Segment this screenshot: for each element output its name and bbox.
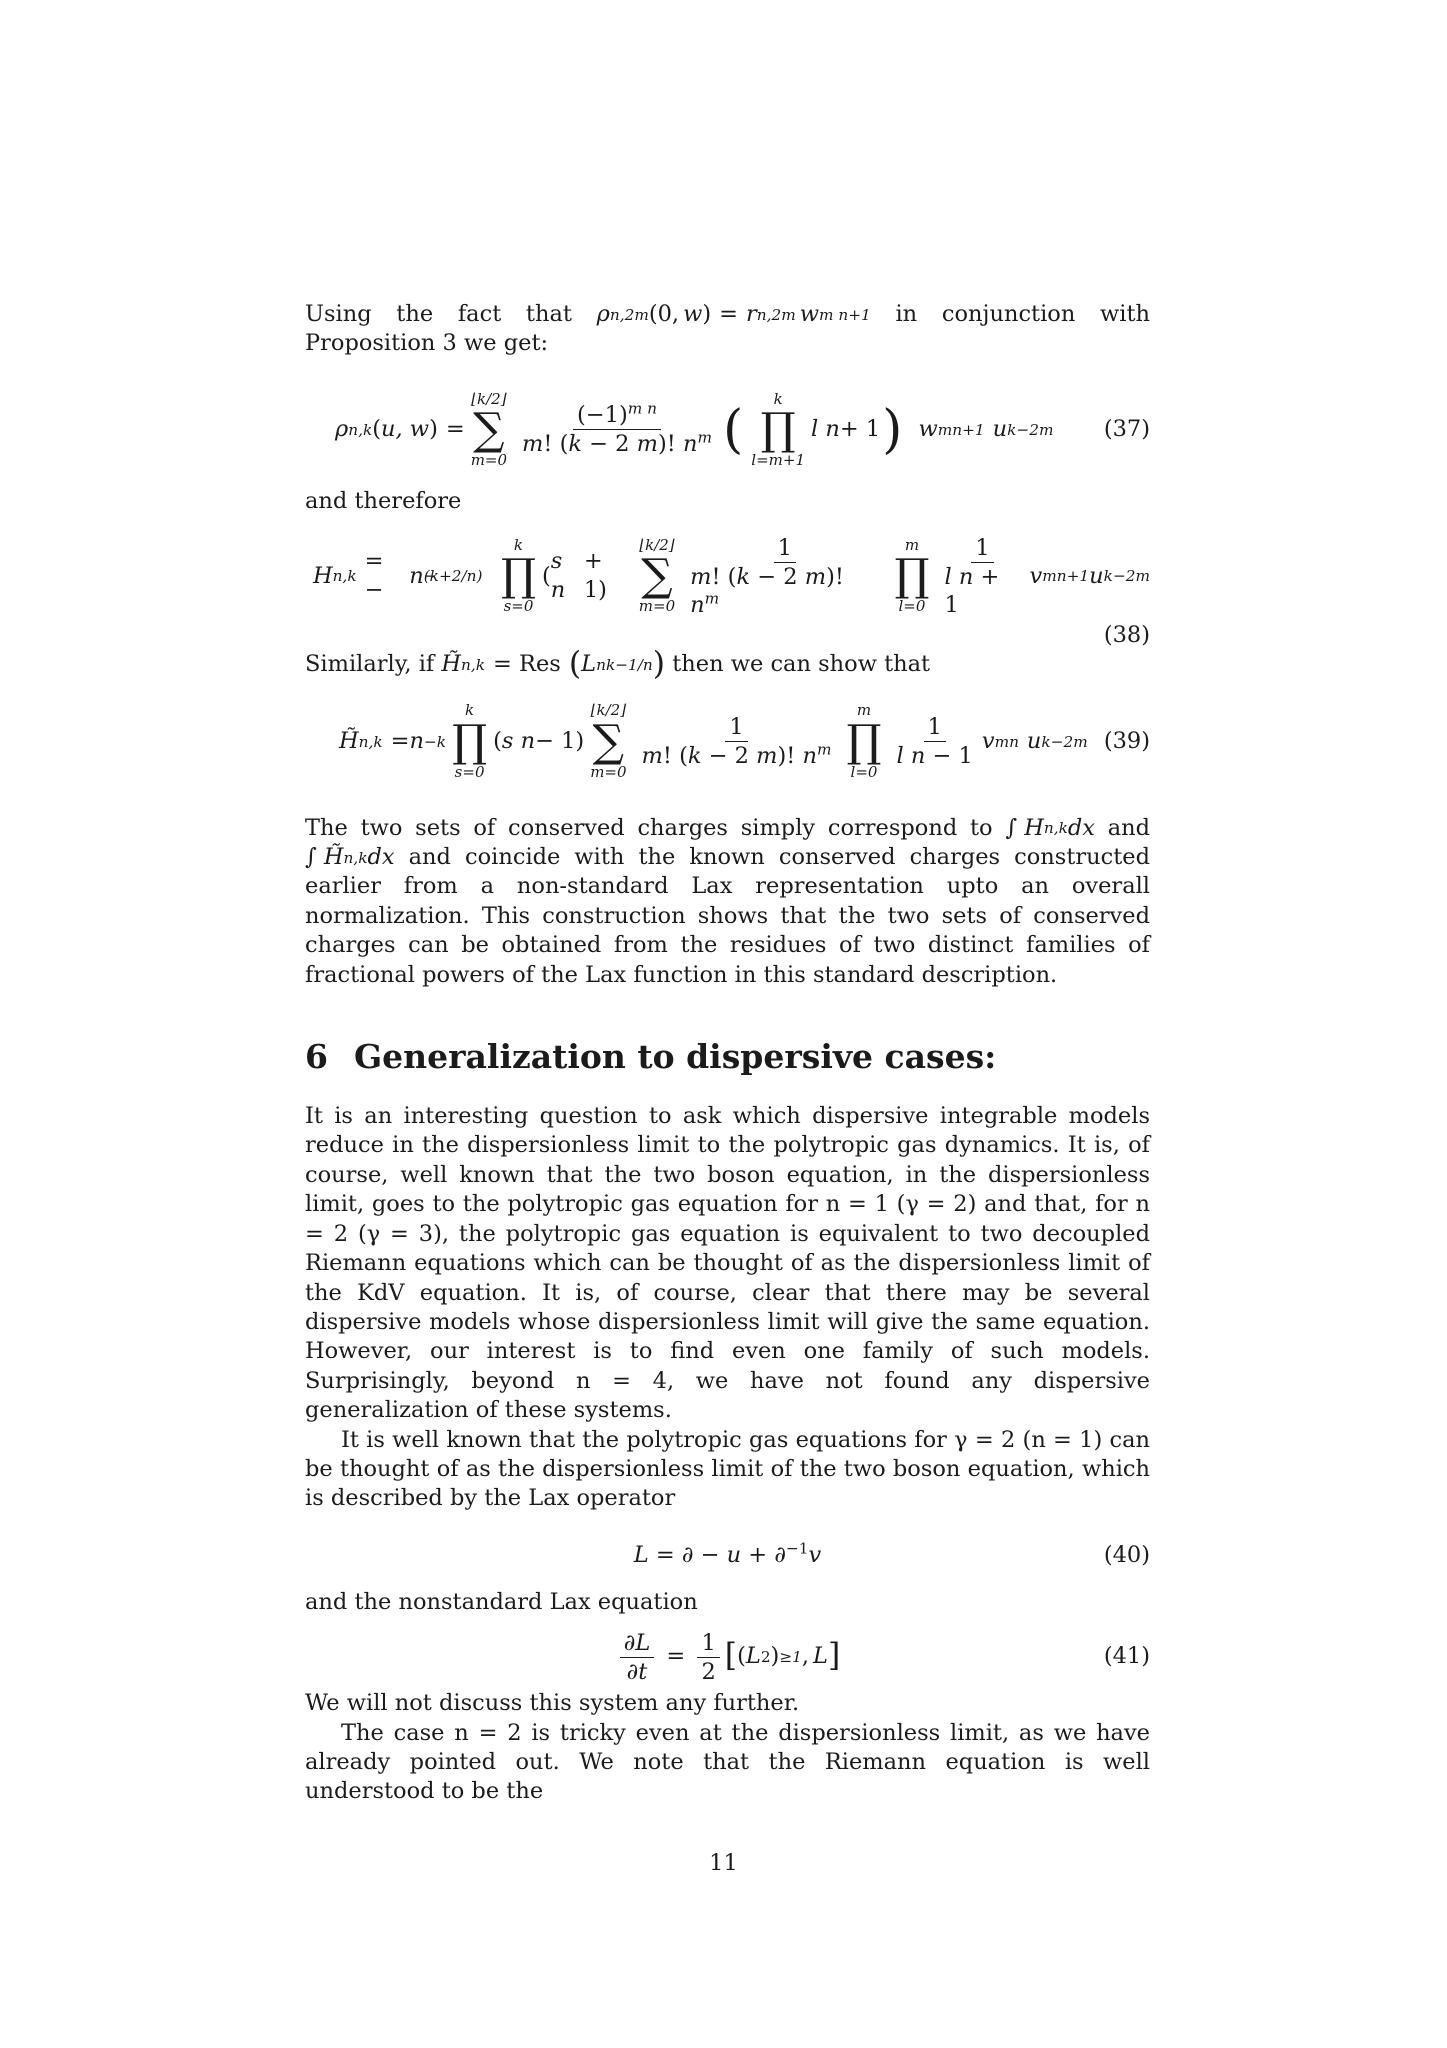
paragraph-and-therefore: and therefore (305, 487, 462, 514)
paragraph-similarly: Similarly, if H̃ n,k = Res ( L n k−1/n ) then we can show that (305, 646, 931, 683)
paragraph-dispersive: It is an interesting question to ask which dispersive integrable models reduce in the dispersionless limit to the polytropic gas dynamics. It is, of course, well known that the two boson equation, in the dispersionless limit, goes to the polytropic gas equation for n = 1 (γ = 2) and that, for n = 2 (γ = 3), the polytropic gas equation is equivalent to two decoupled Riemann equations which can be thought of as the dispersionless limit of the KdV equation. It is, of course, clear that there may be several dispersive models whose dispersionless limit will give the same equation. However, our interest is to find even one family of such models. Surprisingly, beyond n = 4, we have not found any dispersive generalization of these systems. (305, 1103, 1150, 1424)
page-body (305, 300, 1150, 1807)
product-operator: k ∏ l=m+1 (751, 389, 805, 469)
equation-number: (40) (1103, 1542, 1150, 1569)
equation-number: (38) (1103, 621, 1150, 648)
paragraph-conserved-charges: The two sets of conserved charges simply correspond to ∫ H n,k dx and ∫ H̃ n,k dx and coincide with the known conserved charges constructed earlier from a non-standard Lax representation upto an overall normalization. This construction shows that the two sets of conserved charges can be obtained from the residues of two distinct families of fractional powers of the Lax function in this standard description. (305, 814, 1151, 988)
equation-38-number-row (305, 620, 1150, 650)
inline-math-rho: ρ n,2m (0, w ) = r n,2m w m n+1 (596, 301, 871, 327)
equation-number: (41) (1103, 1643, 1150, 1670)
equation-40: L = ∂ − u + ∂$^{-1}$ v (40) (305, 1534, 1150, 1578)
equation-37: ρ n,k ( u, w ) = ⌊k/2⌋ ∑ m=0 $\frac{(-1)^{m n}}{m! (k - 2 m)! n^m}$ ( k ∏ l=m+1 l n + 1 ) w mn+1 u k−2m (37) (335, 389, 1150, 469)
paragraph-intro: Using the fact that ρ n,2m (0, w ) = r n,2m w m n+1 in conjunction with Proposition 3 we get: (305, 301, 1151, 357)
section-heading: 6 Generalization to dispersive cases: (305, 1037, 997, 1077)
equation-39: H̃ n,k = n −k k ∏ s=0 ( s n − 1) ⌊k/2⌋ ∑ m=0 $\frac{1}{m! (k - 2 m)! n^m}$ m ∏ l=0 $\frac{1}{\text{l n − 1}}$ v mn u k−2m (39) (339, 701, 1150, 781)
paragraph-well-known: It is well known that the polytropic gas equations for γ = 2 (n = 1) can be thought of as the dispersionless limit of the two boson equation, which is described by the Lax operator (305, 1426, 1150, 1512)
equation-41: $\frac{\partial L}{\partial t}$ = $\frac{1}{2}$ [ ( L 2 ) ≥1 , L ] (41) (305, 1625, 1150, 1689)
paragraph-case-n2: The case n = 2 is tricky even at the dispersionless limit, as we have already pointed out. We note that the Riemann equation is well understood to be the (305, 1719, 1150, 1805)
paragraph-no-further: We will not discuss this system any further. (305, 1690, 800, 1717)
sum-operator: ⌊k/2⌋ ∑ m=0 (470, 389, 508, 469)
equation-number: (37) (1103, 416, 1150, 443)
page-number: 11 (709, 1850, 738, 1876)
inline-math-htilde: H̃ n,k = Res ( L n k−1/n ) (441, 646, 666, 683)
equation-number: (39) (1103, 727, 1150, 754)
equation-38: H n,k = − n −(k+2/n) k ∏ s=0 ( s n + 1) ⌊k/2⌋ ∑ m=0 $\frac{1}{m! (k - 2 m)! n^m}$ m ∏ l=0 $\frac{1}{\text{l n + 1}}$ v mn+1 u k−2m (313, 534, 1150, 618)
paragraph-nonstandard: and the nonstandard Lax equation (305, 1588, 698, 1615)
